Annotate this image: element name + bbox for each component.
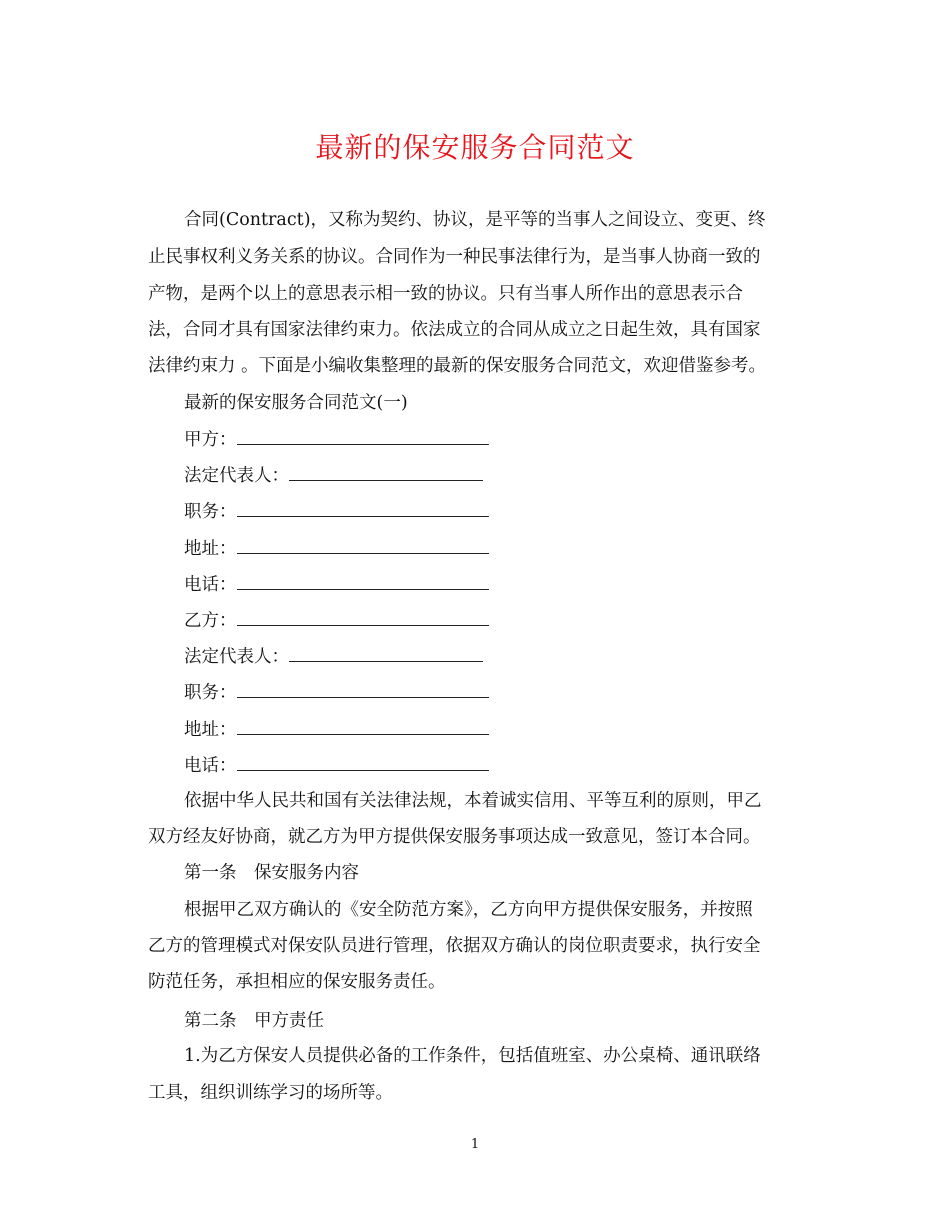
party-a-position-field [184, 498, 844, 525]
party-b-name-field [184, 607, 844, 634]
article-2-line: 1.为乙方保安人员提供必备的工作条件，包括值班室、办公桌椅、通讯联络 [184, 1046, 761, 1066]
article-2-heading: 第二条 甲方责任 [184, 1011, 324, 1031]
party-b-phone-label: 电话： [184, 756, 237, 776]
party-a-address-blank [237, 535, 489, 554]
party-a-name-blank [237, 426, 489, 445]
basis-line: 双方经友好协商，就乙方为甲方提供保安服务事项达成一致意见，签订本合同。 [148, 827, 761, 847]
party-b-name-blank [237, 607, 489, 626]
party-a-rep-field [184, 462, 844, 489]
intro-line: 法，合同才具有国家法律约束力。依法成立的合同从成立之日起生效，具有国家 [148, 320, 761, 340]
intro-line: 产物，是两个以上的意思表示相一致的协议。只有当事人所作出的意思表示合 [148, 284, 743, 304]
intro-line: 止民事权利义务关系的协议。合同作为一种民事法律行为，是当事人协商一致的 [148, 247, 761, 267]
article-1-line: 根据甲乙双方确认的《安全防范方案》，乙方向甲方提供保安服务，并按照 [184, 900, 753, 920]
party-a-name-field [184, 426, 844, 453]
article-1-heading: 第一条 保安服务内容 [184, 863, 359, 883]
party-a-phone-field [184, 571, 844, 598]
party-a-rep-blank [289, 462, 483, 481]
basis-line: 依据中华人民共和国有关法律法规，本着诚实信用、平等互利的原则，甲乙 [184, 791, 762, 811]
article-1-line: 防范任务，承担相应的保安服务责任。 [148, 972, 446, 992]
party-a-position-label: 职务： [184, 502, 237, 522]
party-b-address-blank [237, 716, 489, 735]
intro-line: 合同(Contract)，又称为契约、协议，是平等的当事人之间设立、变更、终 [184, 210, 766, 230]
section-title: 最新的保安服务合同范文(一) [184, 393, 408, 413]
party-a-address-label: 地址： [184, 539, 237, 559]
party-b-position-label: 职务： [184, 683, 237, 703]
party-b-position-field [184, 679, 844, 706]
party-a-position-blank [237, 498, 489, 517]
party-b-address-field [184, 716, 844, 743]
party-b-rep-field [184, 643, 844, 670]
party-b-rep-label: 法定代表人： [184, 647, 289, 667]
party-b-position-blank [237, 679, 489, 698]
page-number: 1 [470, 1137, 480, 1152]
party-b-name-label: 乙方： [184, 611, 237, 631]
party-b-phone-blank [237, 752, 489, 771]
party-b-rep-blank [289, 643, 483, 662]
party-a-phone-label: 电话： [184, 575, 237, 595]
party-a-name-label: 甲方： [184, 430, 237, 450]
intro-line: 法律约束力 。下面是小编收集整理的最新的保安服务合同范文，欢迎借鉴参考。 [148, 356, 767, 376]
party-a-rep-label: 法定代表人： [184, 466, 289, 486]
article-1-line: 乙方的管理模式对保安队员进行管理，依据双方确认的岗位职责要求，执行安全 [148, 936, 761, 956]
party-a-address-field [184, 535, 844, 562]
article-2-line: 工具，组织训练学习的场所等。 [148, 1083, 393, 1103]
document-title: 最新的保安服务合同范文 [315, 131, 635, 164]
party-a-phone-blank [237, 571, 489, 590]
party-b-address-label: 地址： [184, 720, 237, 740]
party-b-phone-field [184, 752, 844, 779]
